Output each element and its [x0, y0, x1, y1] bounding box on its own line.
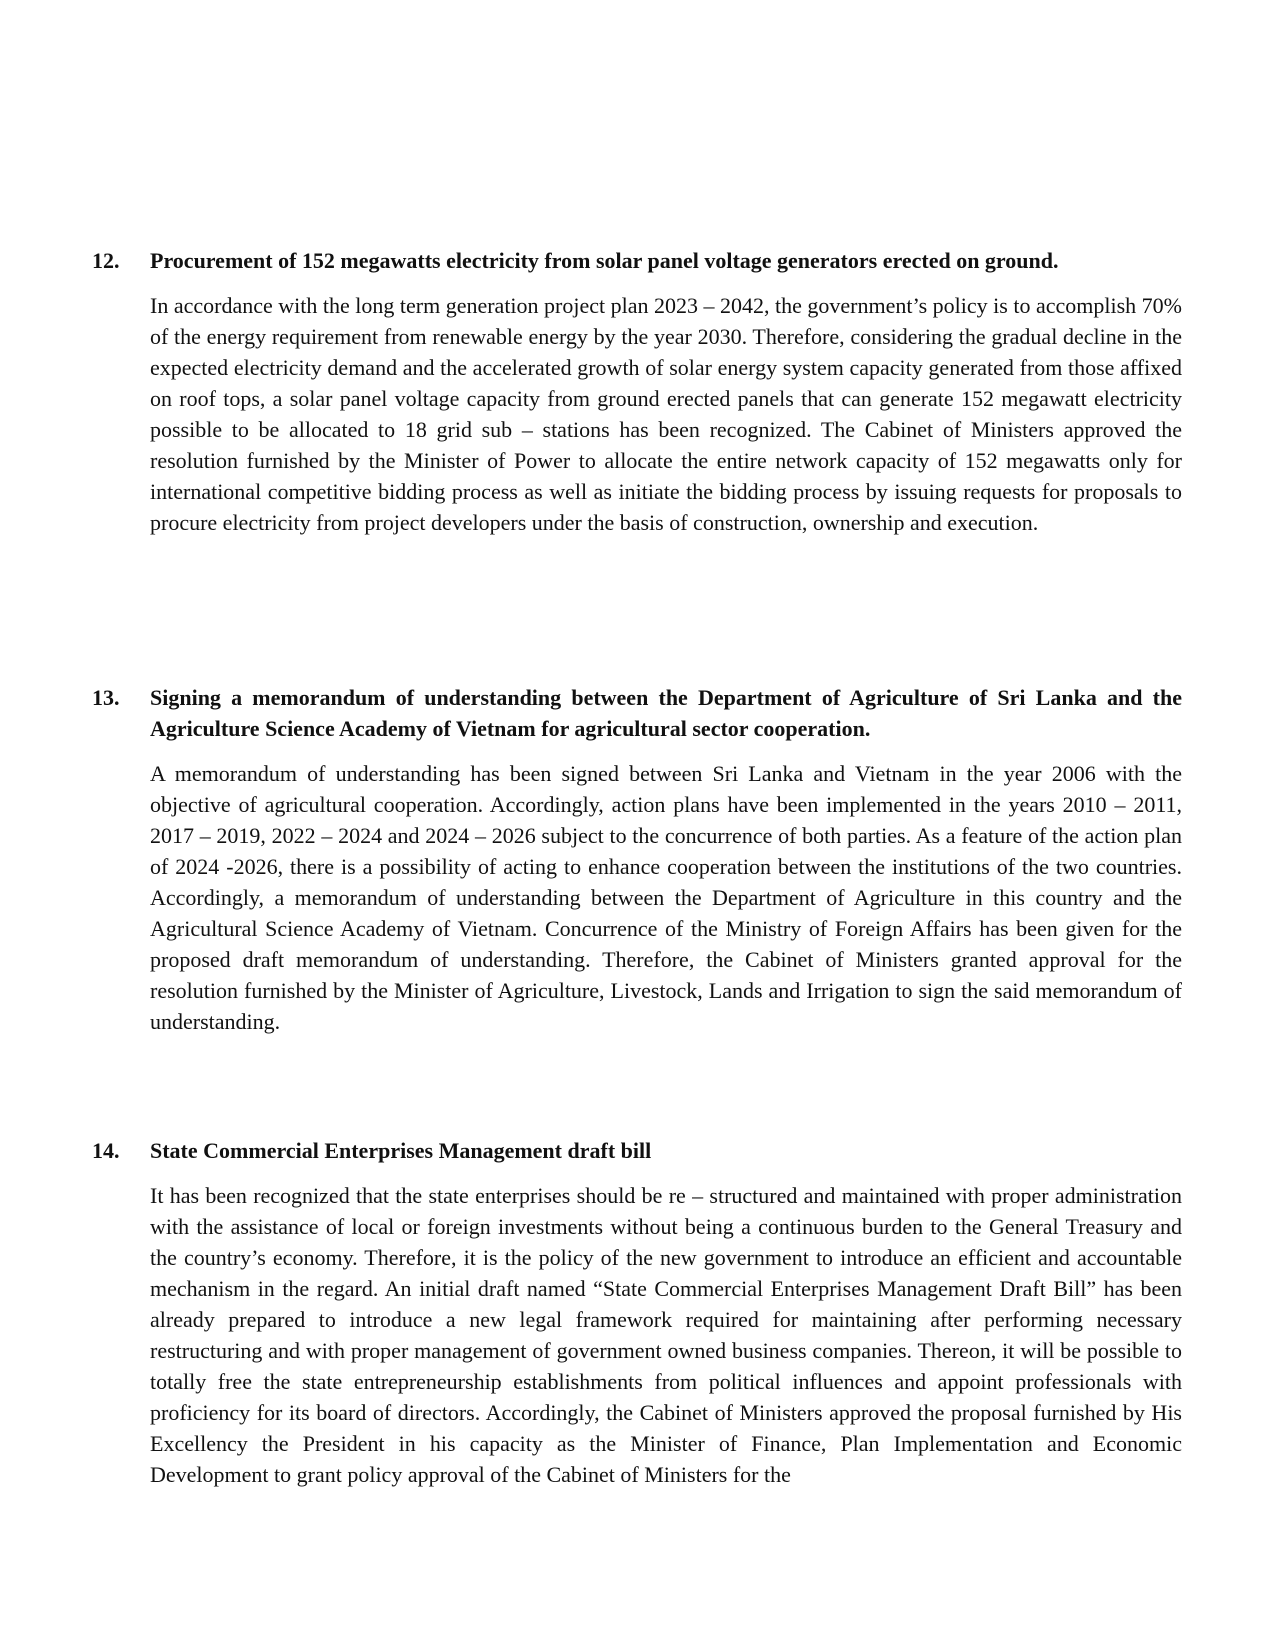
section-number: 14.	[92, 1138, 120, 1163]
section-title: State Commercial Enterprises Management draft bill	[150, 1138, 652, 1163]
section-number: 12.	[92, 248, 120, 273]
section-heading	[92, 245, 1182, 276]
section-13	[92, 682, 1182, 1059]
section-12	[92, 245, 1182, 560]
section-heading	[92, 1135, 1182, 1166]
section-body: In accordance with the long term generation project plan 2023 – 2042, the government’s policy is to accomplish 70% of the energy requirement from renewable energy by the year 2030. Therefore, considering the gradual decline in the expected electricity demand and the accelerated growth of solar energy system capacity generated from those affixed on roof tops, a solar panel voltage capacity from ground erected panels that can generate 152 megawatt electricity possible to be allocated to 18 grid sub – stations has been recognized. The Cabinet of Ministers approved the resolution furnished by the Minister of Power to allocate the entire network capacity of 152 megawatts only for international competitive bidding process as well as initiate the bidding process by issuing requests for proposals to procure electricity from project developers under the basis of construction, ownership and execution.	[150, 293, 1182, 535]
section-number: 13.	[92, 685, 120, 710]
section-body: It has been recognized that the state enterprises should be re – structured and maintained with proper administration with the assistance of local or foreign investments without being a continuous burden to the General Treasury and the country’s economy. Therefore, it is the policy of the new government to introduce an efficient and accountable mechanism in the regard. An initial draft named “State Commercial Enterprises Management Draft Bill” has been already prepared to introduce a new legal framework required for maintaining after performing necessary restructuring and with proper management of government owned business companies. Thereon, it will be possible to totally free the state entrepreneurship establishments from political influences and appoint professionals with proficiency for its board of directors. Accordingly, the Cabinet of Ministers approved the proposal furnished by His Excellency the President in his capacity as the Minister of Finance, Plan Implementation and Economic Development to grant policy approval of the Cabinet of Ministers for the	[150, 1183, 1182, 1487]
section-heading	[92, 682, 1182, 744]
section-body: A memorandum of understanding has been signed between Sri Lanka and Vietnam in the year 2006 with the objective of agricultural cooperation. Accordingly, action plans have been implemented in the years 2010 – 2011, 2017 – 2019, 2022 – 2024 and 2024 – 2026 subject to the concurrence of both parties. As a feature of the action plan of 2024 -2026, there is a possibility of acting to enhance cooperation between the institutions of the two countries. Accordingly, a memorandum of understanding between the Department of Agriculture in this country and the Agricultural Science Academy of Vietnam. Concurrence of the Ministry of Foreign Affairs has been given for the proposed draft memorandum of understanding. Therefore, the Cabinet of Ministers granted approval for the resolution furnished by the Minister of Agriculture, Livestock, Lands and Irrigation to sign the said memorandum of understanding.	[150, 761, 1182, 1034]
section-14	[92, 1135, 1182, 1512]
section-title: Signing a memorandum of understanding between the Department of Agriculture of Sri Lanka and the Agriculture Science Academy of Vietnam for agricultural sector cooperation.	[150, 685, 1182, 741]
section-title: Procurement of 152 megawatts electricity from solar panel voltage generators erected on ground.	[150, 248, 1059, 273]
